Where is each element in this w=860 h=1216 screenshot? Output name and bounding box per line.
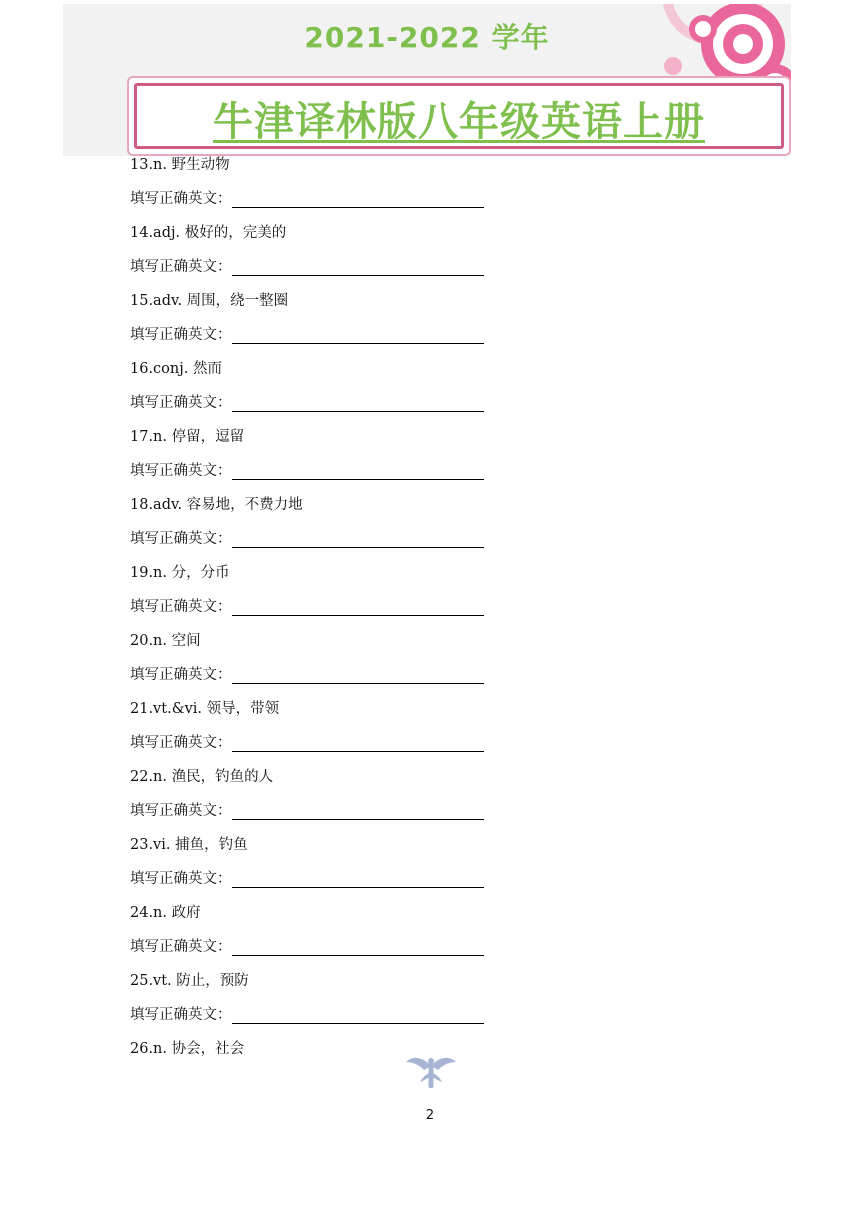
exercise-prompt: 24.n. 政府: [130, 905, 201, 921]
exercise-prompt: 17.n. 停留，逗留: [130, 429, 245, 445]
fill-answer-label: 填写正确英文：: [130, 463, 232, 479]
fill-answer-label: 填写正确英文：: [130, 599, 232, 615]
exercise-prompt: 15.adv. 周围，绕一整圈: [130, 293, 289, 309]
answer-blank-line[interactable]: [232, 393, 484, 412]
exercise-prompt: 14.adj. 极好的，完美的: [130, 225, 287, 241]
answer-blank-line[interactable]: [232, 665, 484, 684]
exercise-item: [130, 966, 730, 1034]
exercise-item: [130, 286, 730, 354]
answer-row: [130, 1000, 730, 1034]
page-number: 2: [425, 1108, 435, 1123]
school-year-heading: 2021-2022 学年: [304, 21, 550, 54]
fill-answer-label: 填写正确英文：: [130, 327, 232, 343]
title-frame: [127, 76, 791, 156]
exercise-item: [130, 422, 730, 490]
exercise-prompt: 13.n. 野生动物: [130, 157, 230, 173]
answer-blank-line[interactable]: [232, 733, 484, 752]
answer-row: [130, 524, 730, 558]
exercise-prompt: 19.n. 分，分币: [130, 565, 230, 581]
answer-row: [130, 864, 730, 898]
exercise-prompt: 16.conj. 然而: [130, 361, 222, 377]
answer-blank-line[interactable]: [232, 597, 484, 616]
fill-answer-label: 填写正确英文：: [130, 667, 232, 683]
answer-row: [130, 388, 730, 422]
answer-blank-line[interactable]: [232, 461, 484, 480]
fill-answer-label: 填写正确英文：: [130, 1007, 232, 1023]
exercise-item: [130, 762, 730, 830]
exercise-prompt: 26.n. 协会，社会: [130, 1041, 245, 1057]
answer-row: [130, 932, 730, 966]
answer-blank-line[interactable]: [232, 1005, 484, 1024]
exercise-item: [130, 218, 730, 286]
vocabulary-exercise-list: [130, 150, 730, 1068]
exercise-prompt: 21.vt.&vi. 领导，带领: [130, 701, 280, 717]
exercise-prompt: 20.n. 空间: [130, 633, 201, 649]
fill-answer-label: 填写正确英文：: [130, 395, 232, 411]
answer-row: [130, 660, 730, 694]
answer-row: [130, 592, 730, 626]
exercise-prompt: 22.n. 渔民，钓鱼的人: [130, 769, 274, 785]
exercise-prompt: 18.adv. 容易地，不费力地: [130, 497, 303, 513]
exercise-item: [130, 626, 730, 694]
fill-answer-label: 填写正确英文：: [130, 191, 232, 207]
answer-row: [130, 728, 730, 762]
exercise-item: [130, 558, 730, 626]
fill-answer-label: 填写正确英文：: [130, 735, 232, 751]
exercise-prompt: 25.vt. 防止，预防: [130, 973, 249, 989]
answer-row: [130, 796, 730, 830]
header-banner: [63, 4, 791, 156]
answer-blank-line[interactable]: [232, 257, 484, 276]
exercise-prompt: 23.vi. 捕鱼，钓鱼: [130, 837, 248, 853]
answer-blank-line[interactable]: [232, 529, 484, 548]
answer-row: [130, 184, 730, 218]
answer-row: [130, 252, 730, 286]
answer-blank-line[interactable]: [232, 801, 484, 820]
fill-answer-label: 填写正确英文：: [130, 531, 232, 547]
fleur-ornament-icon: [404, 1052, 458, 1088]
fill-answer-label: 填写正确英文：: [130, 259, 232, 275]
exercise-item: [130, 354, 730, 422]
exercise-item: [130, 694, 730, 762]
answer-blank-line[interactable]: [232, 325, 484, 344]
exercise-item: [130, 490, 730, 558]
fill-answer-label: 填写正确英文：: [130, 939, 232, 955]
answer-row: [130, 320, 730, 354]
fill-answer-label: 填写正确英文：: [130, 803, 232, 819]
answer-blank-line[interactable]: [232, 189, 484, 208]
exercise-item: [130, 830, 730, 898]
exercise-item: [130, 898, 730, 966]
answer-blank-line[interactable]: [232, 869, 484, 888]
exercise-item: [130, 150, 730, 218]
fill-answer-label: 填写正确英文：: [130, 871, 232, 887]
answer-row: [130, 456, 730, 490]
answer-blank-line[interactable]: [232, 937, 484, 956]
page-title: 牛津译林版八年级英语上册: [213, 99, 705, 145]
